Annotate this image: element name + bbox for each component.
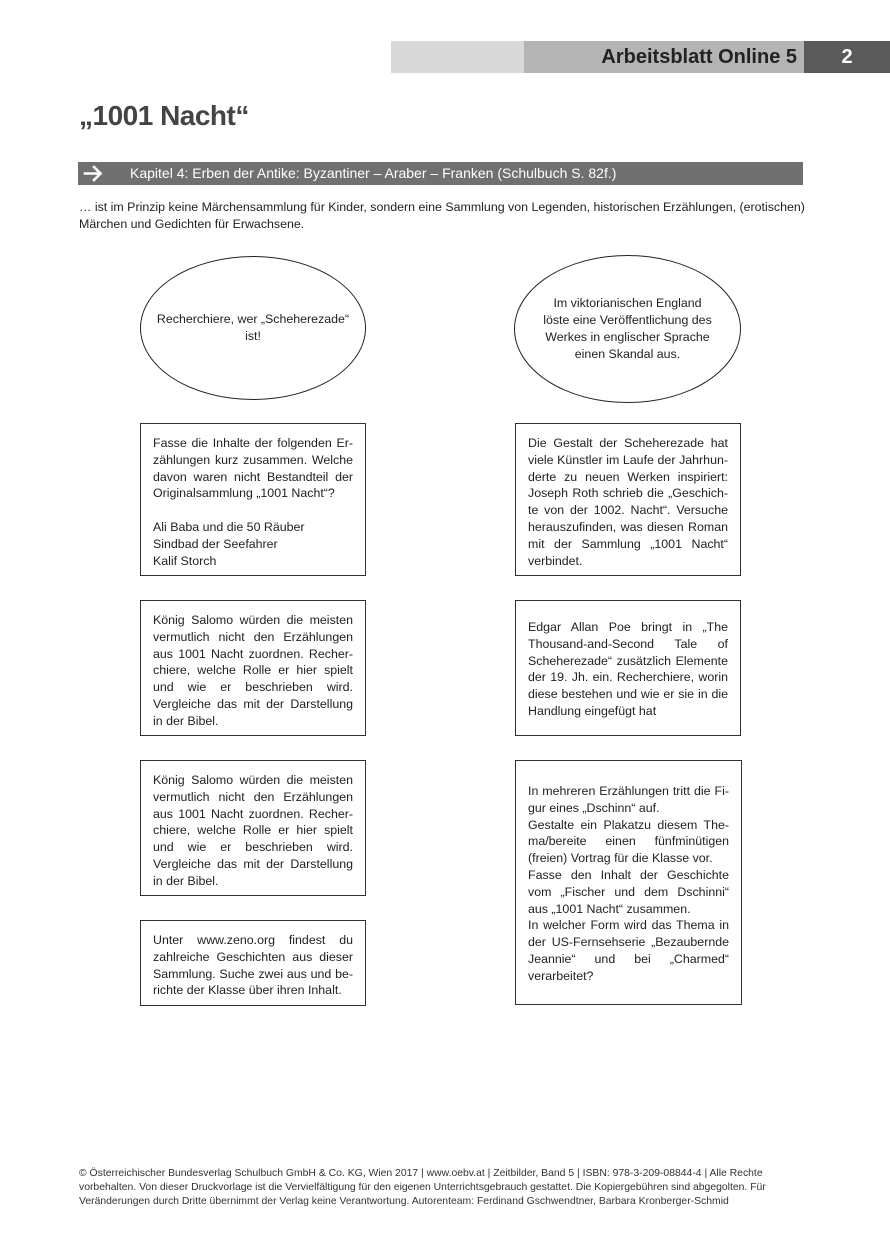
copyright-footer: © Österreichischer Bundesverlag Schulbuch GmbH & Co. KG, Wien 2017 | www.oebv.at | Zeitbilder, Band 5 | ISBN: 978-3-209-08844-4 | Alle Rechte vorbehalten. Von dieser Druckvorlage ist die Vervielfältigung für den eigenen Unterrichtsgebrauch gestattet. Die Kopiergebühren sind abgegolten. Für Veränderungen durch Dritte übernimmt der Verlag keine Verantwortung. Autorenteam: Ferdinand Gschwendtner, Barbara Kronberger-Schmid [79, 1168, 766, 1207]
chapter-text: Kapitel 4: Erben der Antike: Byzantiner – Araber – Franken (Schulbuch S. 82f.) [130, 165, 617, 181]
task-box-salomo [140, 600, 366, 736]
task-box-edgar-allan-poe [515, 600, 741, 736]
story-item: Kalif Storch [153, 553, 217, 568]
worksheet-title: Arbeitsblatt Online 5 [601, 46, 797, 68]
intro-text: … ist im Prinzip keine Märchensammlung für Kinder, sondern eine Sammlung von Legenden, historischen Erzählungen, (erotischen) Märchen und Gedichten für Erwachsene. [79, 200, 805, 231]
task-text: Gestalte ein Plakatzu diesem Thema/bereite einen fünfminütigen (freien) Vortrag für die Klasse vor. [528, 817, 729, 866]
task-text: Unter www.zeno.org findest du zahlreiche Geschichten aus dieser Sammlung. Suche zwei aus und berichte der Klasse über ihren Inhalt. [153, 933, 353, 998]
oval-line: Recherchiere, wer „Scheherezade“ [156, 312, 350, 326]
oval-line: ist! [245, 329, 261, 343]
task-text: Fasse die Inhalte der folgenden Erzählungen kurz zusammen. Welche davon waren nicht Bestandteil der Originalsammlung „1001 Nacht“? [153, 436, 353, 501]
task-text: In welcher Form wird das Thema in der US-Fernsehserie „Bezaubernde Jeannie“ und bei „Charmed“ verarbeitet? [528, 918, 729, 983]
task-oval-scheherezade [140, 256, 366, 400]
task-text: Die Gestalt der Scheherezade hat viele Künstler im Laufe der Jahrhunderte zu neuen Werken inspiriert: Joseph Roth schrieb die „Geschichte von der 1002. Nacht“. Versuche herauszufinden, was diesen Roman mit der Sammlung „1001 Nacht“ verbindet. [528, 436, 728, 568]
page-title: „1001 Nacht“ [79, 100, 249, 131]
task-oval-victorian-england [514, 255, 741, 403]
task-text: König Salomo würden die meisten vermutlich nicht den Erzählungen aus 1001 Nacht zuordnen. Recherchiere, welche Rolle er hier spielt und wie er beschrieben wird. Vergleiche das mit der Darstellung in der Bibel. [153, 613, 353, 728]
oval-line: löste eine Veröffentlichung des [543, 313, 712, 327]
task-box-zeno [140, 920, 366, 1006]
task-text: Fasse den Inhalt der Geschichte vom „Fischer und dem Dschinni“ aus „1001 Nacht“ zusammen. [528, 867, 729, 916]
task-box-joseph-roth [515, 423, 741, 576]
story-item: Ali Baba und die 50 Räuber [153, 519, 305, 534]
task-box-salomo-repeat [140, 760, 366, 896]
task-box-dschinn [515, 760, 742, 1005]
story-item: Sindbad der Seefahrer [153, 536, 278, 551]
oval-line: Werkes in englischer Sprache [545, 330, 710, 344]
oval-line: Im viktorianischen England [553, 296, 702, 310]
task-text: Edgar Allan Poe bringt in „The Thousand-and-Second Tale of Scheherezade“ zusätzlich Elemente der 19. Jh. ein. Recherchiere, worin diese bestehen und wie er sie in die Handlung eingefügt hat [528, 620, 728, 718]
header-bar-light [391, 41, 524, 73]
arrow-right-icon [82, 162, 104, 185]
chapter-bar [78, 162, 803, 185]
oval-line: einen Skandal aus. [574, 347, 681, 361]
page-number: 2 [804, 41, 890, 73]
task-text: In mehreren Erzählungen tritt die Figur eines „Dschinn“ auf. [528, 784, 729, 815]
task-box-summaries [140, 423, 366, 576]
task-text: König Salomo würden die meisten vermutlich nicht den Erzählungen aus 1001 Nacht zuordnen. Recherchiere, welche Rolle er hier spielt und wie er beschrieben wird. Vergleiche das mit der Darstellung in der Bibel. [153, 773, 353, 888]
